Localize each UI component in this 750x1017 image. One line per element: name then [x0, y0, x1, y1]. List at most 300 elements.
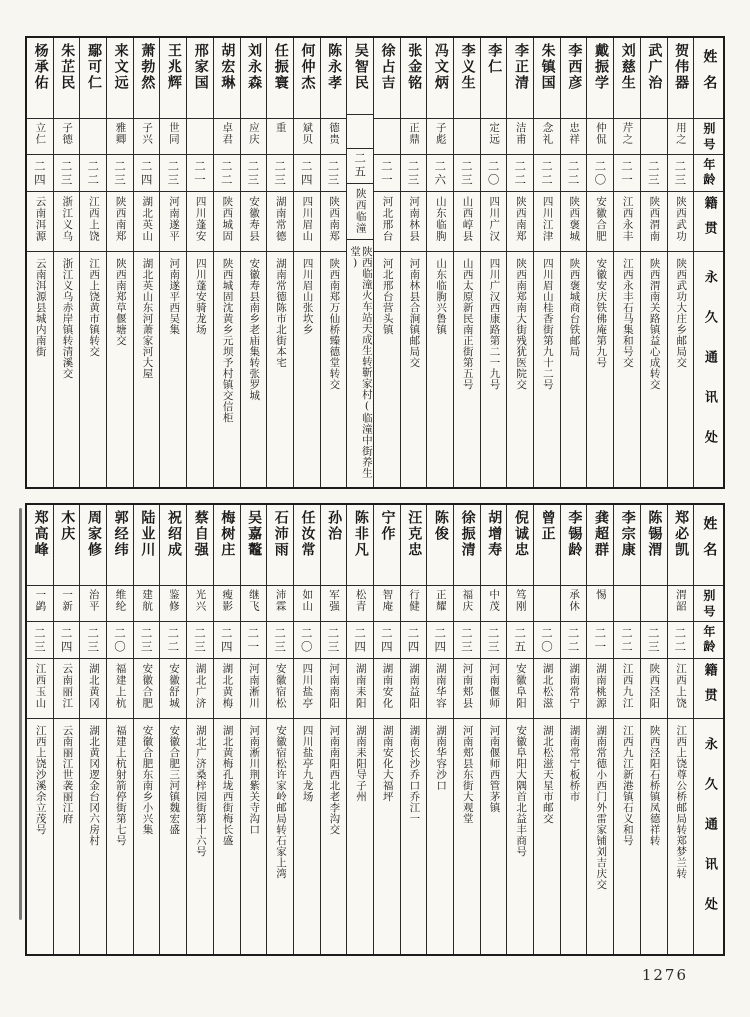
entry-age-cell	[374, 154, 400, 191]
entry-native-place: 安徽阜阳	[514, 663, 527, 709]
entry-name-cell	[27, 505, 53, 585]
entry-age: 二三	[59, 159, 74, 187]
entry-native-place: 四川蓬安	[194, 196, 207, 242]
entry-address: 陕西南郑草偃塘交	[114, 258, 127, 346]
entry-name: 陈非凡	[352, 510, 369, 558]
entry-native-place: 安徽合肥	[594, 196, 607, 242]
entry-name: 木庆	[59, 510, 76, 542]
entry-age-cell	[214, 621, 240, 658]
entry-native-place-cell	[294, 191, 320, 251]
entry-native-place: 山东临朐	[434, 196, 447, 242]
entry-alias-cell	[454, 118, 480, 154]
entry-name-cell	[481, 38, 507, 118]
entry-native-place: 湖北英山	[141, 196, 154, 242]
entry-alias-cell	[267, 118, 293, 154]
entry-age-cell	[668, 154, 694, 191]
directory-entry-column	[613, 38, 640, 487]
entry-name-cell	[187, 505, 213, 585]
entry-age-cell	[267, 621, 293, 658]
entry-age-cell	[534, 154, 560, 191]
entry-native-place-cell	[214, 658, 240, 718]
entry-native-place: 四川广汉	[488, 196, 501, 242]
entry-address-cell	[401, 718, 427, 954]
directory-entry-column	[213, 38, 240, 487]
entry-alias-cell	[214, 118, 240, 154]
entry-name-cell	[54, 38, 80, 118]
entry-native-place-cell	[294, 658, 320, 718]
entry-address: 陕西南郑南大街残犹医院交	[515, 258, 528, 390]
entry-address: 江西上饶黄市镇转交	[88, 258, 101, 357]
header-address-label: 永久通讯处	[701, 737, 717, 937]
entry-native-place-cell	[427, 191, 453, 251]
entry-address-cell	[241, 251, 267, 487]
entry-native-place-cell	[134, 191, 160, 251]
entry-native-place: 湖南华容	[434, 663, 447, 709]
entry-name-cell	[321, 505, 347, 585]
entry-native-place-cell	[614, 191, 640, 251]
header-alias-label: 别号	[701, 589, 716, 621]
entry-age: 二三	[486, 626, 501, 654]
entry-age: 二五	[513, 626, 528, 654]
directory-entry-column	[400, 38, 427, 487]
entry-alias-cell	[641, 118, 667, 154]
entry-name: 倪诚忠	[512, 510, 529, 558]
entry-name: 周家修	[85, 510, 102, 558]
entry-alias-cell	[27, 585, 53, 621]
entry-age-cell	[187, 621, 213, 658]
entry-native-place-cell	[321, 191, 347, 251]
header-name-cell	[694, 505, 723, 585]
header-name-label: 姓名	[701, 49, 718, 101]
entry-age: 二〇	[486, 159, 501, 187]
entry-name: 何仲杰	[299, 43, 316, 91]
entry-name: 任汝常	[299, 510, 316, 558]
entry-native-place: 云南洱源	[34, 196, 47, 242]
entry-age: 二三	[166, 159, 181, 187]
entry-address-cell	[614, 251, 640, 487]
entry-age-cell	[294, 621, 320, 658]
entry-alias: 松青	[354, 589, 367, 612]
entry-address-cell	[454, 251, 480, 487]
entry-native-place-cell	[507, 191, 533, 251]
entry-name-cell	[321, 38, 347, 118]
entry-age-cell	[80, 154, 106, 191]
entry-name: 蔡自强	[192, 510, 209, 558]
entry-address: 山西太原新民南正街第五号	[461, 258, 474, 390]
entry-name: 宁作	[379, 510, 396, 542]
entry-alias-cell	[294, 585, 320, 621]
entry-name-cell	[160, 505, 186, 585]
entry-alias-cell	[481, 118, 507, 154]
entry-alias-cell	[374, 118, 400, 154]
entry-name-cell	[80, 505, 106, 585]
directory-entry-column	[613, 505, 640, 954]
entry-alias: 一新	[61, 589, 74, 612]
entry-native-place-cell	[534, 191, 560, 251]
header-age-label: 年龄	[701, 158, 716, 188]
entry-alias-cell	[614, 585, 640, 621]
entry-alias: 一鹢	[34, 589, 47, 612]
entry-age: 二三	[406, 159, 421, 187]
entry-name-cell	[641, 505, 667, 585]
directory-entry-column	[293, 505, 320, 954]
entry-address-cell	[160, 251, 186, 487]
scan-smudge-artifact	[19, 508, 22, 920]
entry-age: 二二	[513, 159, 528, 187]
entry-name-cell	[187, 38, 213, 118]
entry-name: 张金铭	[406, 43, 423, 91]
entry-address-cell	[107, 718, 133, 954]
entry-alias: 福庆	[461, 589, 474, 612]
entry-name: 陈俊	[432, 510, 449, 542]
entry-alias: 承休	[568, 589, 581, 612]
entry-name-cell	[641, 38, 667, 118]
header-alias-label: 别号	[701, 122, 716, 154]
entry-native-place: 江西上饶	[87, 196, 100, 242]
entry-name-cell	[267, 38, 293, 118]
entry-native-place-cell	[347, 183, 373, 240]
entry-age-cell	[374, 621, 400, 658]
entry-native-place-cell	[160, 191, 186, 251]
entry-address: 湖北松滋天星市邮交	[541, 725, 554, 824]
entry-address-cell	[294, 718, 320, 954]
entry-age: 二二	[620, 626, 635, 654]
entry-native-place-cell	[107, 658, 133, 718]
entry-name: 邢家国	[192, 43, 209, 91]
entry-name: 戴振学	[593, 43, 610, 91]
entry-age: 二一	[193, 159, 208, 187]
entry-alias-cell	[134, 585, 160, 621]
entry-address-cell	[507, 251, 533, 487]
entry-name: 刘慈生	[619, 43, 636, 91]
entry-native-place: 河南林县	[408, 196, 421, 242]
directory-entry-column	[560, 38, 587, 487]
directory-entry-column	[453, 38, 480, 487]
entry-address: 湖南常德陈市北街本宅	[274, 258, 287, 368]
entry-alias-cell	[481, 585, 507, 621]
entry-native-place: 湖北黄梅	[221, 663, 234, 709]
entry-age-cell	[454, 621, 480, 658]
entry-address: 四川蓬安骑龙场	[194, 258, 207, 335]
entry-age: 二三	[646, 626, 661, 654]
entry-age-cell	[134, 621, 160, 658]
entry-age: 二四	[139, 159, 154, 187]
entry-alias-cell	[668, 118, 694, 154]
entry-alias: 子彪	[434, 122, 447, 145]
entry-native-place-cell	[401, 658, 427, 718]
entry-age: 二三	[112, 159, 127, 187]
entry-name-cell	[214, 38, 240, 118]
entry-address-cell	[134, 251, 160, 487]
entry-alias-cell	[160, 118, 186, 154]
entry-alias-cell	[27, 118, 53, 154]
entry-age-cell	[347, 148, 373, 183]
entry-age: 二四	[353, 626, 368, 654]
entry-age-cell	[187, 154, 213, 191]
header-age-label: 年龄	[701, 625, 716, 655]
entry-address-cell	[267, 251, 293, 487]
entry-address-cell	[561, 251, 587, 487]
entry-address: 安徽宿松许家岭邮局转石家上湾	[274, 725, 287, 879]
entry-native-place: 江西永丰	[621, 196, 634, 242]
directory-entry-column	[27, 505, 53, 954]
entry-address-cell	[294, 251, 320, 487]
entry-name: 陆业川	[139, 510, 156, 558]
entry-age-cell	[160, 621, 186, 658]
entry-alias-cell	[241, 585, 267, 621]
entry-age: 二〇	[299, 626, 314, 654]
entry-name-cell	[481, 505, 507, 585]
entry-alias-cell	[454, 585, 480, 621]
entry-alias: 用之	[674, 122, 687, 145]
entry-address-cell	[668, 718, 694, 954]
entry-name: 朱芷民	[59, 43, 76, 91]
entry-name: 李义生	[459, 43, 476, 91]
directory-entry-column	[79, 505, 106, 954]
entry-age-cell	[641, 621, 667, 658]
entry-address: 河南郏县东街大观堂	[461, 725, 474, 824]
entry-age: 二五	[353, 152, 368, 180]
entry-address-cell	[160, 718, 186, 954]
entry-age-cell	[454, 154, 480, 191]
entry-native-place: 陕西褒城	[568, 196, 581, 242]
entry-name-cell	[107, 505, 133, 585]
entry-address: 云南丽江世袭丽江府	[61, 725, 74, 824]
entry-address-cell	[668, 251, 694, 487]
entry-name: 王兆辉	[166, 43, 183, 91]
entry-address: 陕西城固沈黄乡元坝予村镇交信柜	[221, 258, 234, 423]
entry-native-place: 陕西渭南	[648, 196, 661, 242]
entry-age: 二三	[86, 626, 101, 654]
entry-address-cell	[507, 718, 533, 954]
entry-name-cell	[561, 38, 587, 118]
entry-alias-cell	[427, 118, 453, 154]
header-name-label: 姓名	[701, 516, 718, 568]
entry-name-cell	[294, 38, 320, 118]
header-name-cell	[694, 38, 723, 118]
directory-entry-column	[186, 38, 213, 487]
header-address-label: 永久通讯处	[701, 270, 717, 470]
entry-age: 二二	[566, 626, 581, 654]
entry-age-cell	[134, 154, 160, 191]
entry-age: 二四	[219, 626, 234, 654]
entry-native-place-cell	[507, 658, 533, 718]
entry-address-cell	[614, 718, 640, 954]
entry-alias: 世同	[167, 122, 180, 145]
entry-name: 李西彦	[566, 43, 583, 91]
entry-alias-cell	[187, 585, 213, 621]
entry-native-place: 河南遂平	[167, 196, 180, 242]
entry-name-cell	[294, 505, 320, 585]
entry-address-cell	[374, 251, 400, 487]
entry-name-cell	[134, 38, 160, 118]
directory-entry-column	[373, 38, 400, 487]
entry-age-cell	[641, 154, 667, 191]
entry-native-place-cell	[267, 658, 293, 718]
entry-alias-cell	[427, 585, 453, 621]
directory-entry-column	[480, 505, 507, 954]
directory-entry-column	[293, 38, 320, 487]
entry-native-place-cell	[241, 658, 267, 718]
entry-name-cell	[134, 505, 160, 585]
entry-name-cell	[347, 38, 373, 114]
entry-name-cell	[587, 505, 613, 585]
entry-native-place: 湖南桃源	[594, 663, 607, 709]
entry-name-cell	[241, 505, 267, 585]
directory-entry-column	[106, 38, 133, 487]
directory-entry-column	[640, 38, 667, 487]
entry-address-cell	[54, 251, 80, 487]
entry-age: 二〇	[112, 626, 127, 654]
entry-native-place-cell	[160, 658, 186, 718]
entry-alias-cell	[107, 118, 133, 154]
entry-name-cell	[614, 505, 640, 585]
entry-native-place-cell	[267, 191, 293, 251]
entry-address: 云南洱源县城内南街	[34, 258, 47, 357]
entry-native-place-cell	[80, 191, 106, 251]
entry-age: 二四	[406, 626, 421, 654]
entry-name: 李宗康	[619, 510, 636, 558]
entry-address: 陕西渭南关路镇益心成转交	[648, 258, 661, 390]
entry-address: 福建上杭射箭停街第七号	[114, 725, 127, 846]
entry-alias-cell	[80, 118, 106, 154]
entry-native-place: 河南偃师	[488, 663, 501, 709]
directory-entry-column	[667, 38, 694, 487]
entry-native-place-cell	[54, 658, 80, 718]
entry-address-cell	[107, 251, 133, 487]
entry-address: 安徽合肥三河镇魏宏盛	[168, 725, 181, 835]
directory-entry-column	[213, 505, 240, 954]
entry-native-place-cell	[481, 191, 507, 251]
entry-age-cell	[561, 621, 587, 658]
directory-entry-column	[240, 505, 267, 954]
entry-native-place-cell	[614, 658, 640, 718]
entry-alias: 光兴	[194, 589, 207, 612]
entry-age: 二二	[566, 159, 581, 187]
entry-native-place-cell	[27, 658, 53, 718]
entry-native-place-cell	[374, 658, 400, 718]
entry-alias: 瘦影	[221, 589, 234, 612]
entry-address-cell	[534, 718, 560, 954]
entry-name-cell	[374, 505, 400, 585]
entry-age-cell	[481, 621, 507, 658]
entry-age-cell	[507, 154, 533, 191]
entry-address-cell	[347, 239, 373, 487]
entry-address: 四川眉山张坎乡	[301, 258, 314, 335]
entry-age: 二一	[593, 626, 608, 654]
entry-alias: 立仁	[34, 122, 47, 145]
entry-native-place: 四川江津	[541, 196, 554, 242]
entry-alias: 忠祥	[568, 122, 581, 145]
entry-name: 来文远	[112, 43, 129, 91]
entry-name-cell	[427, 505, 453, 585]
entry-alias-cell	[507, 118, 533, 154]
entry-address-cell	[214, 251, 240, 487]
entry-native-place-cell	[107, 191, 133, 251]
entry-address: 安徽安庆铁佛庵第九号	[595, 258, 608, 368]
entry-address: 四川眉山桂香街第九十二号	[541, 258, 554, 390]
entry-age-cell	[241, 154, 267, 191]
entry-address-cell	[80, 251, 106, 487]
entry-alias: 渭韶	[674, 589, 687, 612]
entry-age-cell	[481, 154, 507, 191]
entry-alias-cell	[507, 585, 533, 621]
entry-alias: 智庵	[381, 589, 394, 612]
directory-entry-column	[533, 505, 560, 954]
entry-native-place: 湖北广济	[194, 663, 207, 709]
entry-native-place-cell	[587, 658, 613, 718]
entry-address: 江西九江新港镇石义和号	[621, 725, 634, 846]
entry-age-cell	[321, 621, 347, 658]
entry-address-cell	[641, 251, 667, 487]
entry-age: 二三	[326, 626, 341, 654]
entry-name: 朱镇国	[539, 43, 556, 91]
entry-age-cell	[587, 154, 613, 191]
entry-age-cell	[321, 154, 347, 191]
entry-address: 河南南阳西北老李沟交	[328, 725, 341, 835]
entry-alias: 沛霖	[274, 589, 287, 612]
directory-entry-column	[320, 505, 347, 954]
entry-name: 徐振清	[459, 510, 476, 558]
table-header-column	[693, 38, 723, 487]
entry-address: 陕西泾阳石桥镇凤德祥转	[648, 725, 661, 846]
entry-address: 湖南常宁板桥市	[568, 725, 581, 802]
entry-native-place-cell	[561, 191, 587, 251]
entry-age: 二四	[299, 159, 314, 187]
entry-alias-cell	[374, 585, 400, 621]
entry-address-cell	[187, 251, 213, 487]
entry-address: 安徽寿县南乡老庙集转张罗城	[248, 258, 261, 401]
entry-name: 胡增寿	[486, 510, 503, 558]
directory-entry-column	[586, 38, 613, 487]
entry-alias: 德贵	[327, 122, 340, 145]
entry-age: 二二	[539, 159, 554, 187]
entry-native-place: 湖南常德	[274, 196, 287, 242]
entry-native-place-cell	[187, 658, 213, 718]
entry-native-place-cell	[374, 191, 400, 251]
entry-name: 郭经纬	[112, 510, 129, 558]
entry-age: 二二	[219, 159, 234, 187]
entry-age-cell	[561, 154, 587, 191]
entry-alias: 子德	[61, 122, 74, 145]
directory-table-top	[25, 36, 725, 489]
entry-name: 吴智民	[352, 43, 369, 91]
entry-name: 李正清	[512, 43, 529, 91]
entry-address-cell	[241, 718, 267, 954]
entry-age-cell	[54, 154, 80, 191]
entry-alias: 念礼	[541, 122, 554, 145]
entry-address: 山东临朐兴鲁镇	[435, 258, 448, 335]
entry-alias-cell	[347, 114, 373, 148]
entry-age-cell	[107, 154, 133, 191]
entry-native-place-cell	[214, 191, 240, 251]
entry-address-cell	[321, 251, 347, 487]
entry-age-cell	[668, 621, 694, 658]
directory-entry-column	[346, 505, 373, 954]
entry-alias-cell	[134, 118, 160, 154]
directory-table-bottom	[25, 503, 725, 956]
entry-alias-cell	[587, 585, 613, 621]
directory-entry-column	[533, 38, 560, 487]
entry-alias: 如山	[301, 589, 314, 612]
entry-alias: 正鼎	[408, 122, 421, 145]
entry-name: 徐占吉	[379, 43, 396, 91]
entry-age-cell	[27, 154, 53, 191]
header-native-cell	[694, 658, 723, 718]
directory-entry-column	[426, 505, 453, 954]
header-alias-cell	[694, 118, 723, 154]
entry-age: 二三	[273, 159, 288, 187]
